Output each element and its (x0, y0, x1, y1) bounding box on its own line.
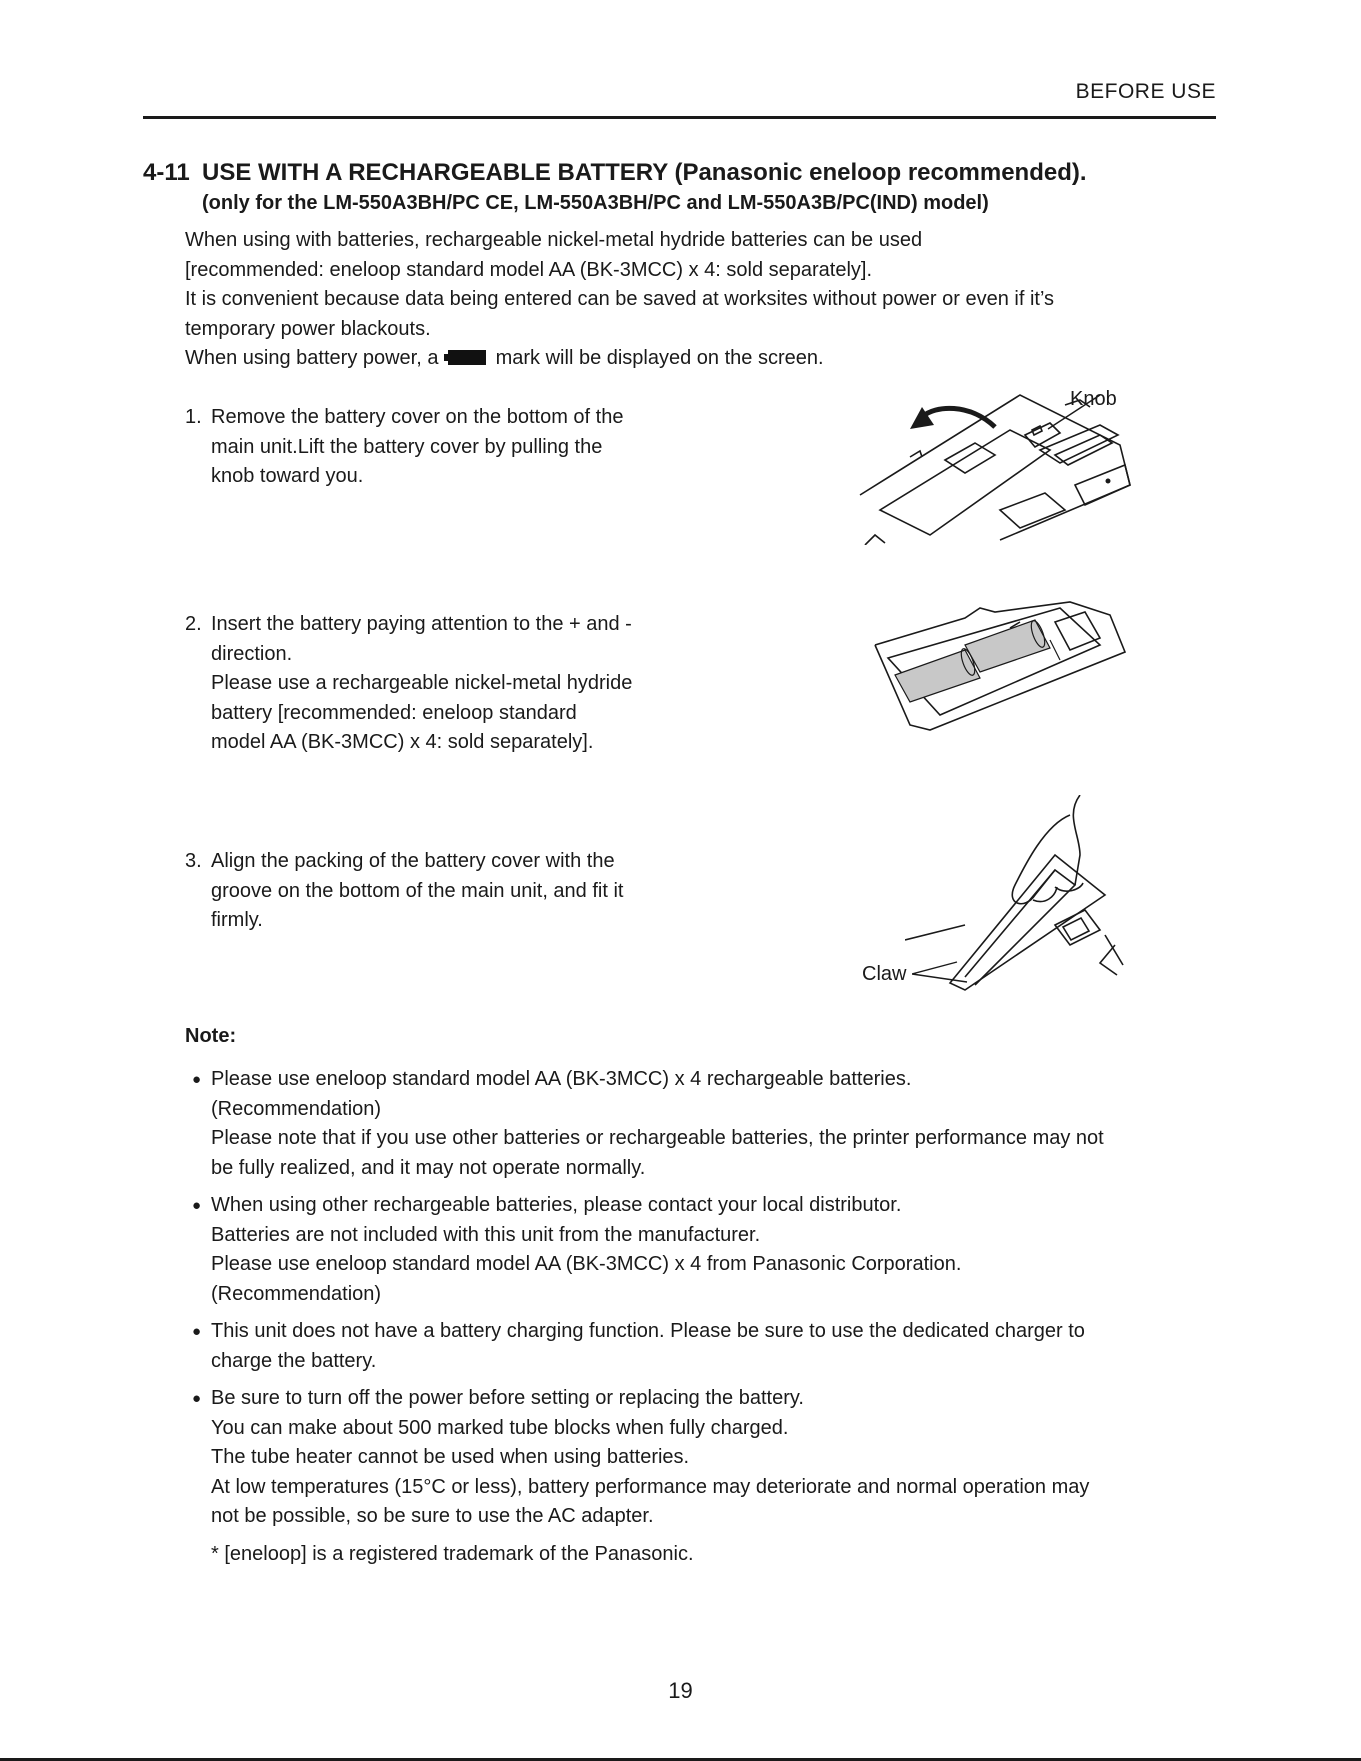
note-line: This unit does not have a battery charging function. Please be sure to use the dedicated charger to (211, 1320, 1085, 1342)
step-line: groove on the bottom of the main unit, and fit it (211, 879, 624, 902)
claw-label: Claw (862, 963, 907, 985)
list-item (192, 1191, 1222, 1309)
section-number: 4-11 (143, 159, 190, 186)
note-line: At low temperatures (15°C or less), battery performance may deteriorate and normal operation may (211, 1475, 1090, 1498)
step-number: 3. (185, 850, 202, 872)
bullet-icon: ● (192, 1197, 202, 1214)
battery-icon (448, 350, 486, 365)
claw-pointer (912, 960, 972, 985)
intro-paragraph (185, 226, 1185, 374)
knob-label: Knob (1070, 388, 1117, 410)
bullet-icon: ● (192, 1390, 202, 1407)
trademark-note: * [eneloop] is a registered trademark of the Panasonic. (211, 1543, 694, 1565)
header-rule (143, 116, 1216, 119)
step-line: Remove the battery cover on the bottom of the (211, 406, 624, 428)
step-line: model AA (BK-3MCC) x 4: sold separately]. (211, 731, 594, 753)
step-number: 1. (185, 406, 202, 428)
section-subtitle: (only for the LM-550A3BH/PC CE, LM-550A3BH/PC and LM-550A3B/PC(IND) model) (202, 192, 989, 214)
note-line: (Recommendation) (211, 1282, 382, 1305)
intro-line: [recommended: eneloop standard model AA (BK-3MCC) x 4: sold separately]. (185, 258, 873, 281)
note-line: be fully realized, and it may not operate normally. (211, 1156, 646, 1179)
step-line: main unit.Lift the battery cover by pulling the (211, 435, 603, 458)
step-line: direction. (211, 642, 293, 665)
bullet-icon: ● (192, 1071, 202, 1088)
step-line: Insert the battery paying attention to the + and - (211, 613, 632, 635)
intro-line: It is convenient because data being entered can be saved at worksites without power or even if it’s (185, 288, 1055, 310)
step-line: battery [recommended: eneloop standard (211, 701, 577, 724)
bullet-icon: ● (192, 1323, 202, 1340)
step-line: firmly. (211, 909, 263, 931)
note-line: When using other rechargeable batteries, please contact your local distributor. (211, 1194, 902, 1216)
intro-line-start: When using battery power, a (185, 347, 439, 369)
battery-insertion-figure (870, 600, 1130, 735)
note-line: Please note that if you use other batteries or rechargeable batteries, the printer performance may not (211, 1127, 1104, 1149)
step-number: 2. (185, 613, 202, 635)
note-line: Please use eneloop standard model AA (BK-3MCC) x 4 from Panasonic Corporation. (211, 1253, 962, 1275)
note-line: You can make about 500 marked tube blocks when fully charged. (211, 1416, 789, 1439)
note-list (192, 1065, 1222, 1540)
step-line: Align the packing of the battery cover with the (211, 850, 615, 872)
intro-line-end: mark will be displayed on the screen. (495, 347, 824, 369)
intro-line (185, 344, 1185, 374)
note-line: not be possible, so be sure to use the AC adapter. (211, 1505, 654, 1527)
intro-line: When using with batteries, rechargeable nickel-metal hydride batteries can be used (185, 229, 923, 251)
note-heading: Note: (185, 1025, 237, 1047)
note-line: (Recommendation) (211, 1097, 382, 1120)
note-line: Be sure to turn off the power before setting or replacing the battery. (211, 1387, 804, 1409)
step-line: Please use a rechargeable nickel-metal hydride (211, 672, 633, 694)
page-number: 19 (668, 1678, 693, 1703)
note-line: charge the battery. (211, 1349, 377, 1372)
note-line: Please use eneloop standard model AA (BK-3MCC) x 4 rechargeable batteries. (211, 1068, 912, 1090)
list-item (192, 1384, 1222, 1532)
step-line: knob toward you. (211, 465, 364, 487)
note-line: Batteries are not included with this unit from the manufacturer. (211, 1223, 761, 1246)
note-line: The tube heater cannot be used when using batteries. (211, 1446, 690, 1468)
section-title: USE WITH A RECHARGEABLE BATTERY (Panasonic eneloop recommended). (202, 159, 1087, 186)
list-item (192, 1065, 1222, 1183)
header-label: BEFORE USE (1075, 80, 1216, 103)
list-item (192, 1317, 1222, 1376)
intro-line: temporary power blackouts. (185, 317, 431, 340)
